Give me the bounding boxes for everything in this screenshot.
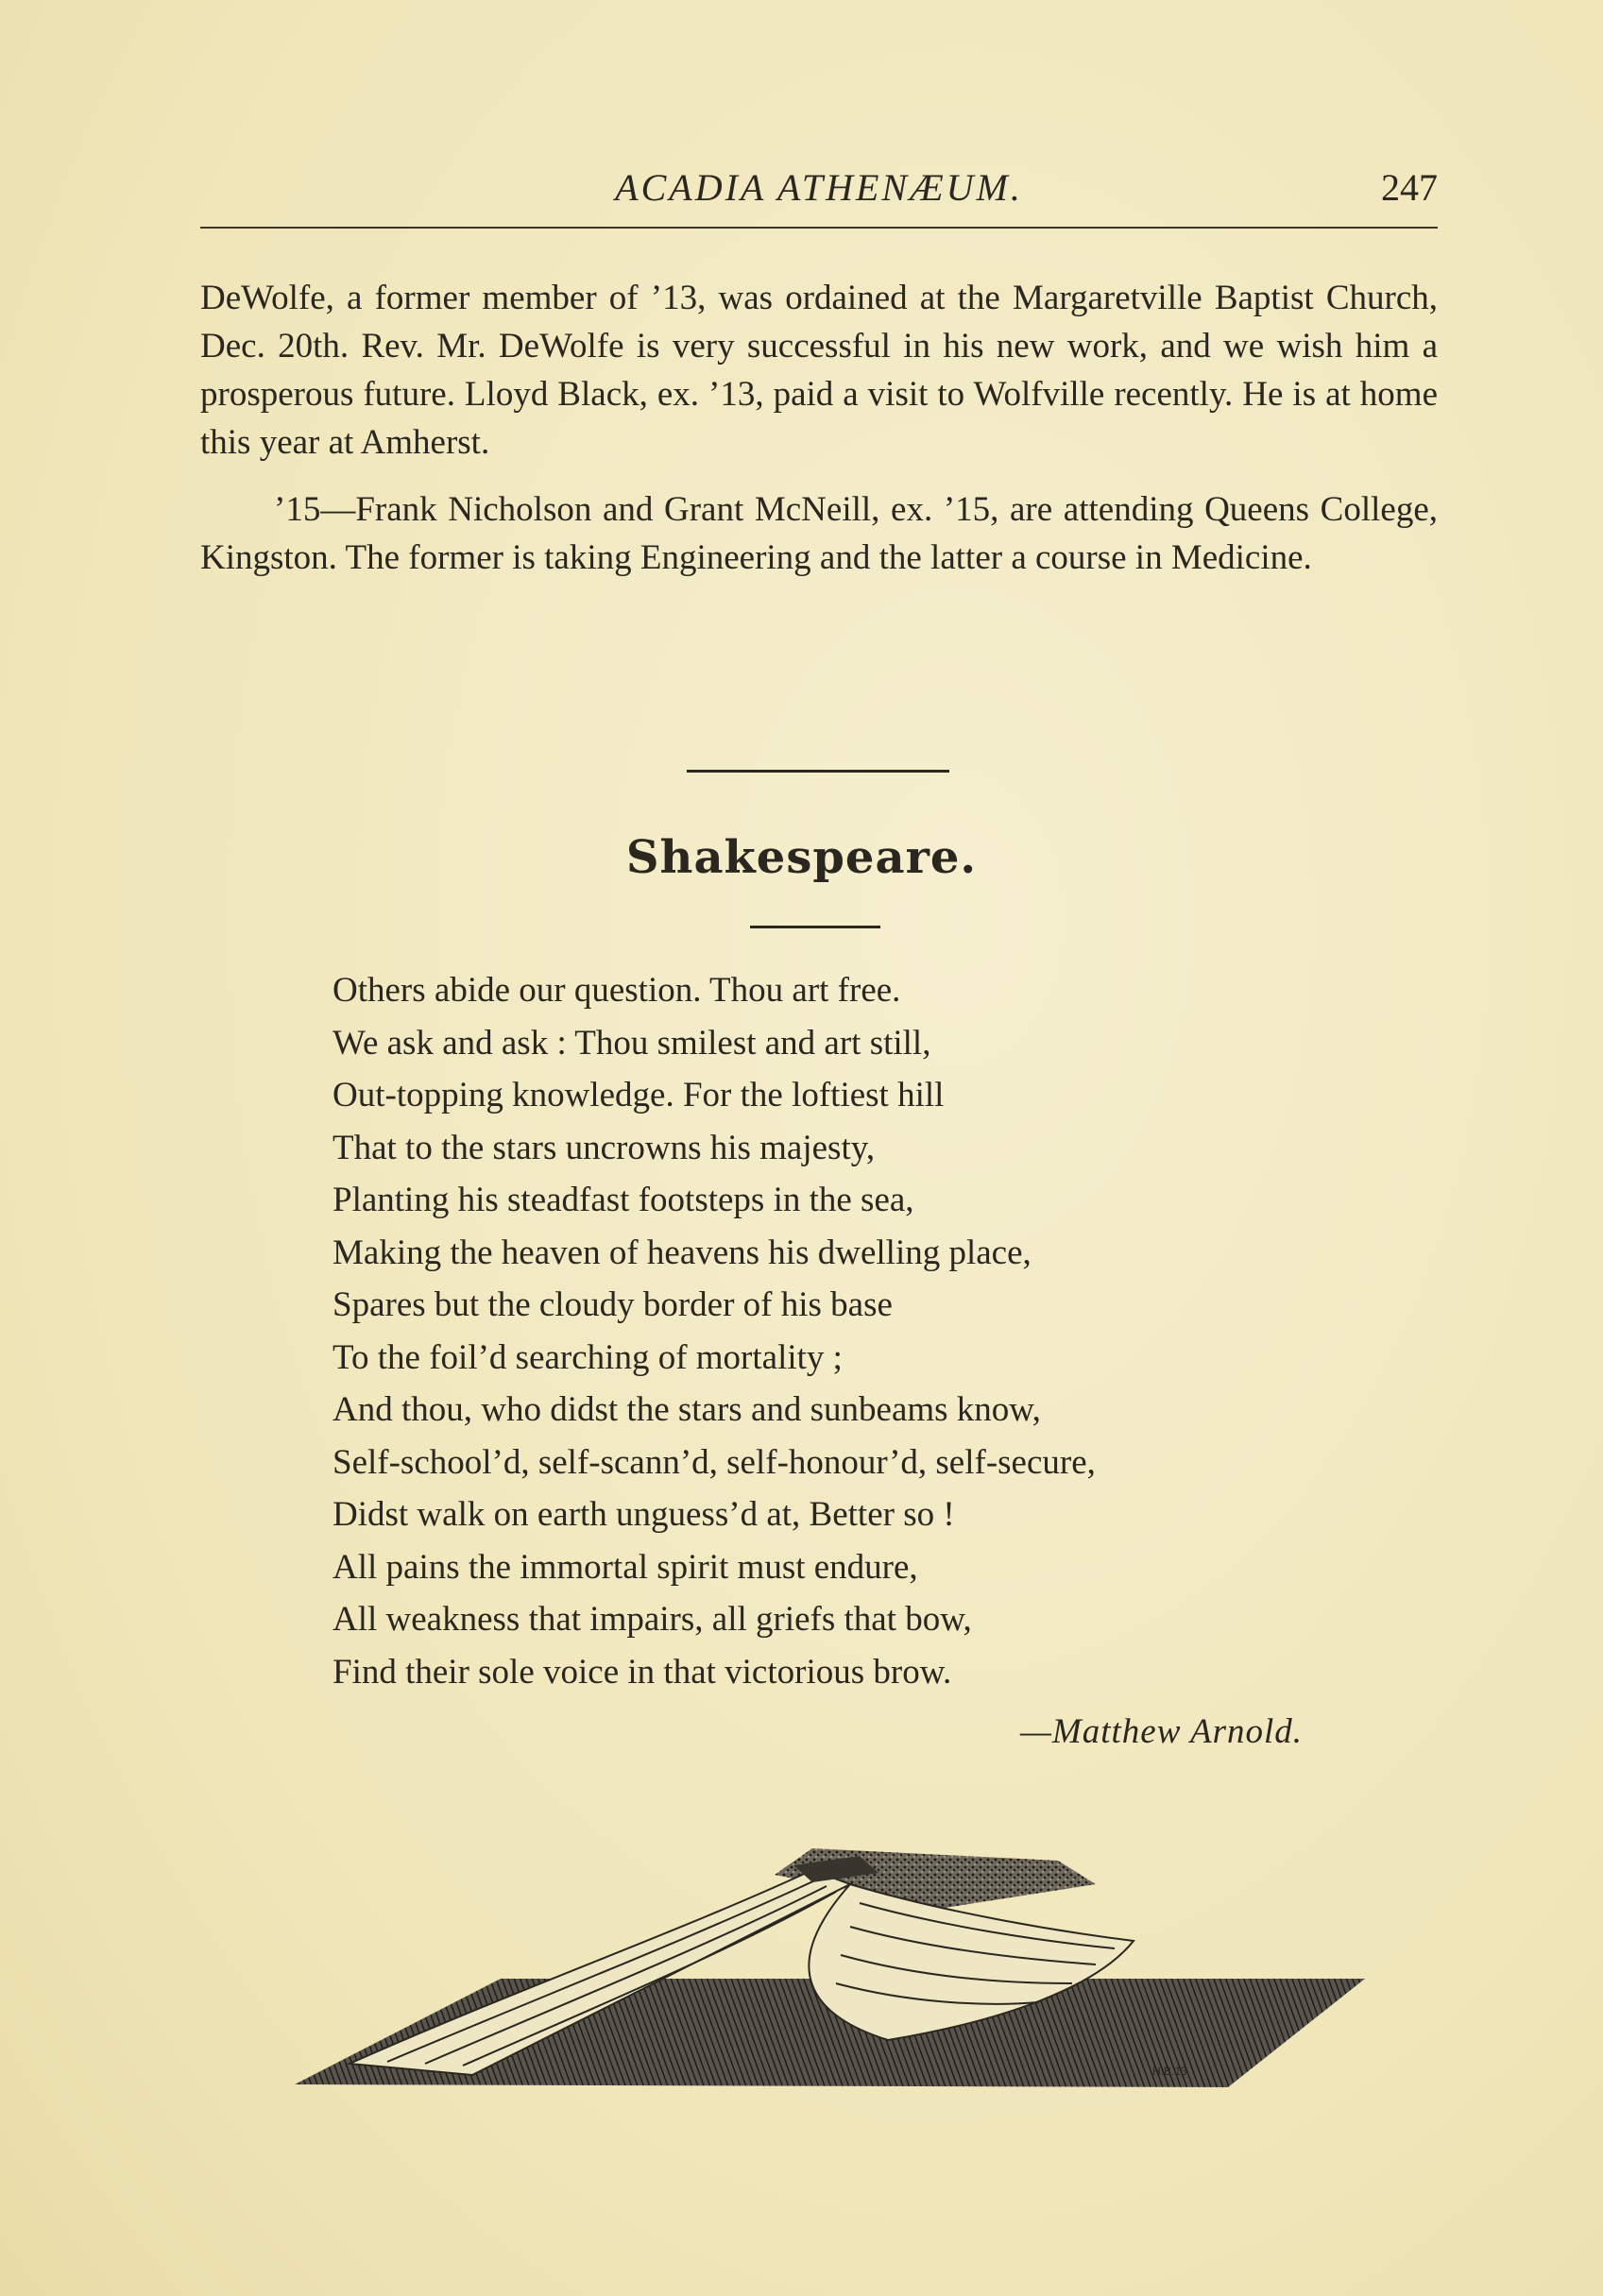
poem-line: We ask and ask : Thou smilest and art still, (333, 1023, 931, 1063)
poem-line: All pains the immortal spirit must endure, (333, 1547, 918, 1587)
poem-line: Out-topping knowledge. For the loftiest hill (333, 1076, 945, 1114)
running-title: ACADIA ATHENÆUM. (615, 166, 1023, 209)
poem-line: Spares but the cloudy border of his base (333, 1285, 893, 1324)
news-notes (200, 274, 1438, 601)
paragraph-dewolfe: DeWolfe, a former member of ’13, was ordained at the Margaretville Baptist Church, Dec. 20th. Rev. Mr. DeWolfe is very successful in his new work, and we wish him a prosperous future. Lloyd Black, ex. ’13, paid a visit to Wolfville recently. He is at home this year at Amherst. (200, 279, 1438, 462)
poem-body (333, 964, 1372, 1698)
section-divider (687, 770, 949, 773)
poem-line: Find their sole voice in that victorious brow. (333, 1652, 952, 1692)
poem-line: That to the stars uncrowns his majesty, (333, 1128, 876, 1167)
poem-line: To the foil’d searching of mortality ; (333, 1337, 843, 1377)
paragraph-class-15: ’15—Frank Nicholson and Grant McNeill, ex. ’15, are attending Queens College, Kingston. The former is taking Engineering and the latter a course in Medicine. (200, 490, 1438, 577)
poem-line: And thou, who didst the stars and sunbeams know, (333, 1390, 1041, 1429)
poem-line: Self-school’d, self-scann’d, self-honour’d, self-secure, (333, 1442, 1096, 1482)
running-header (200, 165, 1438, 222)
poem-line: All weakness that impairs, all griefs that bow, (333, 1600, 972, 1639)
open-book-illustration (283, 1828, 1379, 2092)
poem-title: Shakespeare. (625, 831, 978, 884)
header-rule (200, 227, 1438, 229)
poem-attribution: —Matthew Arnold. (1020, 1712, 1303, 1751)
poem-line: Planting his steadfast footsteps in the sea, (333, 1181, 914, 1219)
poem-line: Making the heaven of heavens his dwelling place, (333, 1233, 1032, 1272)
engraver-signature: H.B.13. (1152, 2065, 1191, 2078)
title-underline (750, 926, 880, 928)
page-number: 247 (1381, 166, 1438, 209)
poem-line: Didst walk on earth unguess’d at, Better so ! (333, 1495, 955, 1534)
poem-line: Others abide our question. Thou art free. (333, 971, 901, 1010)
